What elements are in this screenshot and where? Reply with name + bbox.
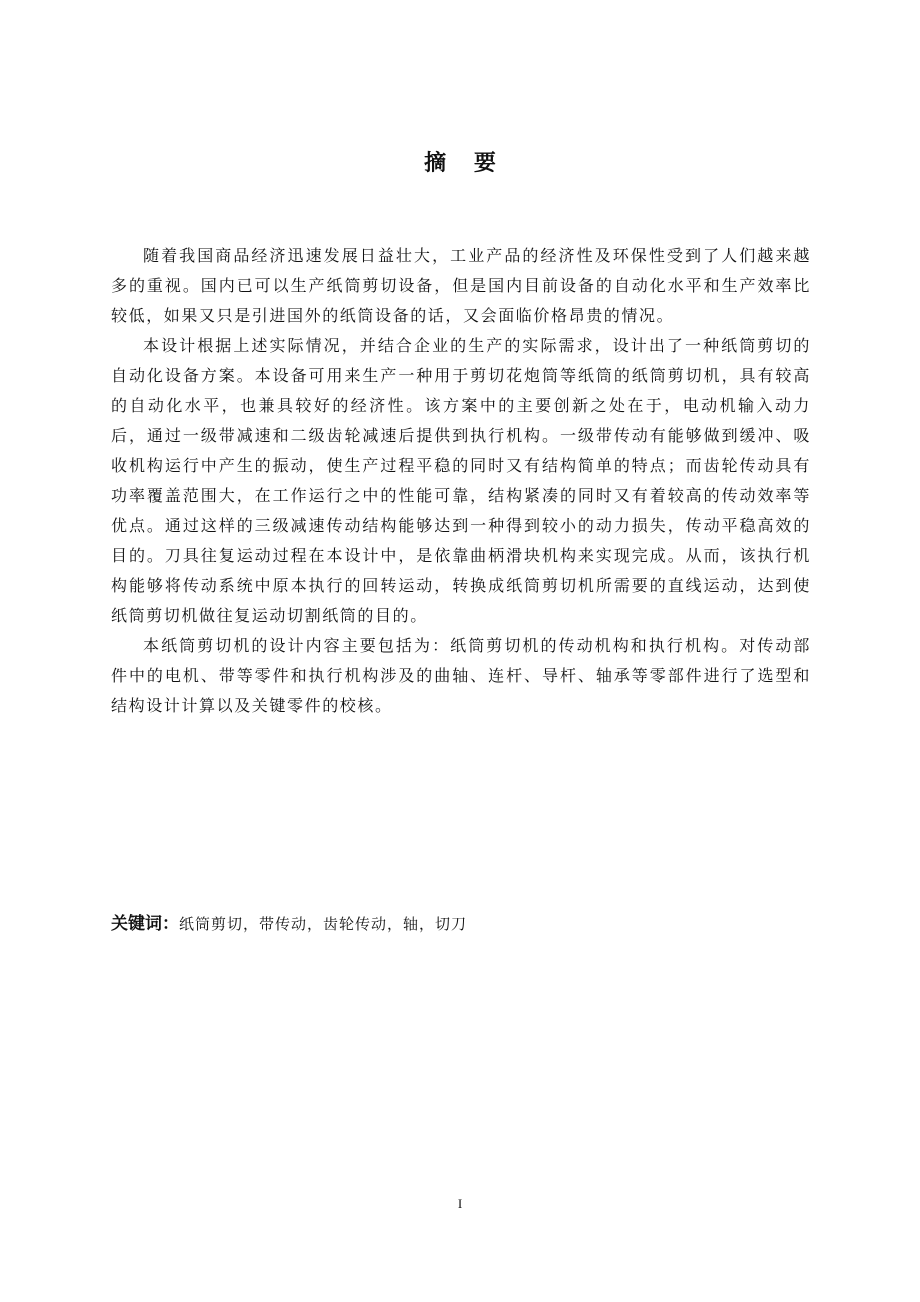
- keywords-line: [111, 909, 811, 939]
- keywords-label: 关键词：: [111, 914, 179, 934]
- abstract-paragraph-2: 本设计根据上述实际情况，并结合企业的生产的实际需求，设计出了一种纸筒剪切的自动化设备方案。本设备可用来生产一种用于剪切花炮筒等纸筒的纸筒剪切机，具有较高的自动化水平，也兼具较好的经济性。该方案中的主要创新之处在于，电动机输入动力后，通过一级带减速和二级齿轮减速后提供到执行机构。一级带传动有能够做到缓冲、吸收机构运行中产生的振动，使生产过程平稳的同时又有结构简单的特点；而齿轮传动具有功率覆盖范围大，在工作运行之中的性能可靠，结构紧凑的同时又有着较高的传动效率等优点。通过这样的三级减速传动结构能够达到一种得到较小的动力损失，传动平稳高效的目的。刀具往复运动过程在本设计中，是依靠曲柄滑块机构来实现完成。从而，该执行机构能够将传动系统中原本执行的回转运动，转换成纸筒剪切机所需要的直线运动，达到使纸筒剪切机做往复运动切割纸筒的目的。: [111, 336, 811, 625]
- abstract-paragraph-1: 随着我国商品经济迅速发展日益壮大，工业产品的经济性及环保性受到了人们越来越多的重视。国内已可以生产纸筒剪切设备，但是国内目前设备的自动化水平和生产效率比较低，如果又只是引进国外的纸筒设备的话，又会面临价格昂贵的情况。: [111, 246, 811, 325]
- page-title: 摘 要: [424, 151, 506, 176]
- keywords-text: 纸筒剪切，带传动，齿轮传动，轴，切刀: [179, 915, 468, 933]
- page-number: I: [457, 1196, 463, 1211]
- abstract-body: [111, 241, 811, 721]
- abstract-paragraph-3: 本纸筒剪切机的设计内容主要包括为：纸筒剪切机的传动机构和执行机构。对传动部件中的电机、带等零件和执行机构涉及的曲轴、连杆、导杆、轴承等零部件进行了选型和结构设计计算以及关键零件的校核。: [111, 636, 811, 715]
